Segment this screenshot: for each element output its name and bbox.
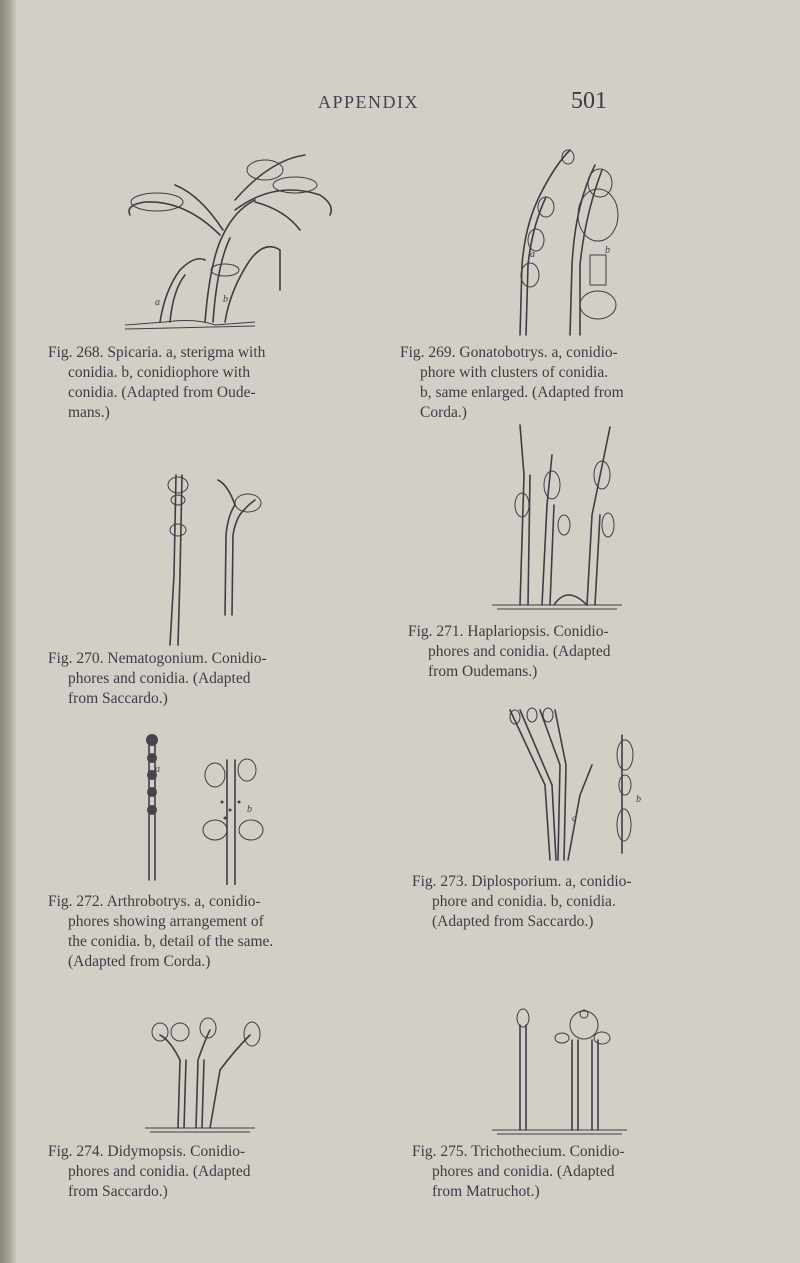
caption-line: phores and conidia. (Adapted xyxy=(68,670,251,687)
caption-line: Fig. 274. Didymopsis. Conidio- xyxy=(48,1143,246,1160)
caption-line: phores and conidia. (Adapted xyxy=(68,1163,251,1180)
figure-272-illustration xyxy=(135,730,295,885)
caption-line: conidia. b, conidiophore with xyxy=(68,364,251,381)
figure-268-label-b: b xyxy=(223,294,228,305)
caption-line: phores and conidia. (Adapted xyxy=(432,1163,615,1180)
figure-269-label-a: a xyxy=(530,249,535,260)
figure-275-illustration xyxy=(492,1000,632,1140)
figure-274-illustration xyxy=(140,1010,280,1135)
figure-271-caption xyxy=(408,622,611,682)
figure-272-label-b: b xyxy=(247,804,252,815)
caption-line: Fig. 270. Nematogonium. Conidio- xyxy=(48,650,267,667)
caption-line: phore with clusters of conidia. xyxy=(420,364,609,381)
caption-line: Fig. 273. Diplosporium. a, conidio- xyxy=(412,873,632,890)
book-spine-shadow xyxy=(0,0,16,1263)
figure-272-label-a: a xyxy=(155,764,160,775)
caption-line: conidia. (Adapted from Oude- xyxy=(68,384,256,401)
figure-269-label-b: b xyxy=(605,245,610,256)
page-header xyxy=(0,88,800,122)
caption-line: Fig. 272. Arthrobotrys. a, conidio- xyxy=(48,893,261,910)
figure-273-caption xyxy=(412,872,632,932)
caption-line: Fig. 268. Spicaria. a, sterigma with xyxy=(48,344,266,361)
caption-line: Fig. 275. Trichothecium. Conidio- xyxy=(412,1143,625,1160)
figure-269-illustration xyxy=(480,145,640,340)
caption-line: from Oudemans.) xyxy=(428,663,538,680)
caption-line: phores showing arrangement of xyxy=(68,913,264,930)
caption-line: from Saccardo.) xyxy=(68,1183,168,1200)
caption-line: from Saccardo.) xyxy=(68,690,168,707)
figure-272-caption xyxy=(48,892,273,972)
figure-275-caption xyxy=(412,1142,625,1202)
caption-line: b, same enlarged. (Adapted from xyxy=(420,384,624,401)
figure-268-label-a: a xyxy=(155,297,160,308)
caption-line: phore and conidia. b, conidia. xyxy=(432,893,616,910)
figure-269-caption xyxy=(400,343,624,423)
caption-line: the conidia. b, detail of the same. xyxy=(68,933,274,950)
caption-line: phores and conidia. (Adapted xyxy=(428,643,611,660)
page-number: 501 xyxy=(571,88,607,114)
figure-271-illustration xyxy=(492,415,632,615)
figure-268-caption xyxy=(48,343,265,423)
caption-line: from Matruchot.) xyxy=(432,1183,540,1200)
caption-line: Corda.) xyxy=(420,404,467,421)
figure-268-illustration xyxy=(105,140,345,335)
figure-273-illustration xyxy=(500,705,650,865)
running-head: APPENDIX xyxy=(318,92,420,112)
caption-line: (Adapted from Corda.) xyxy=(68,953,211,970)
figure-274-caption xyxy=(48,1142,251,1202)
figure-270-caption xyxy=(48,649,267,709)
caption-line: Fig. 269. Gonatobotrys. a, conidio- xyxy=(400,344,618,361)
caption-line: mans.) xyxy=(68,404,110,421)
figure-273-label-a: a xyxy=(572,813,577,824)
caption-line: Fig. 271. Haplariopsis. Conidio- xyxy=(408,623,609,640)
figure-270-illustration xyxy=(140,455,280,650)
caption-line: (Adapted from Saccardo.) xyxy=(432,913,594,930)
figure-273-label-b: b xyxy=(636,794,641,805)
